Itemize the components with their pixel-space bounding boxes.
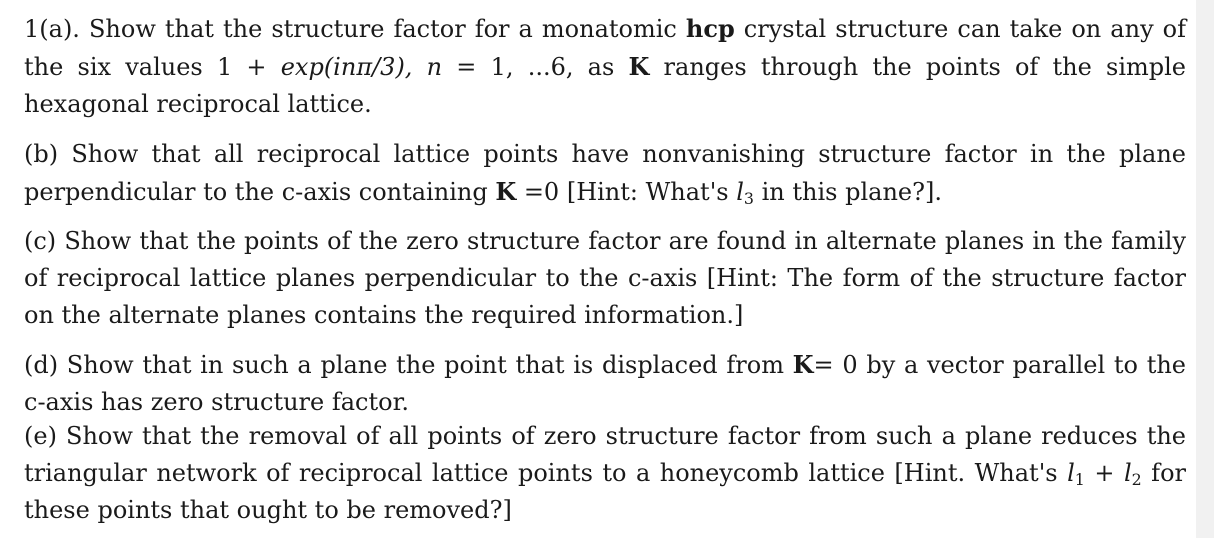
part-b-text-3: in this plane?].	[754, 178, 942, 206]
part-b-bold-k: K	[495, 177, 517, 206]
part-b-text-1: (b) Show that all reciprocal lattice points have nonvanishing structure factor in the plane perpendicular to the c-axis containing	[24, 140, 1186, 206]
part-a-math-exp: exp(inπ/3), n	[280, 53, 443, 81]
part-d-bold-k: K	[792, 350, 814, 379]
part-a-text-1: 1(a). Show that the structure factor for a monatomic	[24, 15, 686, 43]
part-e-math-l1: l	[1067, 459, 1075, 487]
part-b-text-2: =0 [Hint: What's	[516, 178, 737, 206]
part-a	[24, 10, 1186, 123]
part-a-text-4: ranges through the points of the simple hexagonal reciprocal lattice.	[24, 53, 1186, 118]
part-d-text-2: = 0 by a vector parallel to the c-axis has zero structure factor.	[24, 351, 1186, 416]
part-e-text-2: +	[1084, 459, 1124, 487]
part-c	[24, 223, 1186, 334]
part-b	[24, 136, 1186, 211]
part-a-text-2: crystal structure can take on any of the six values 1 +	[24, 15, 1186, 81]
scrollbar-track[interactable]	[1196, 0, 1214, 538]
part-e-text-1: (e) Show that the removal of all points of zero structure factor from such a plane reduces the triangular network of reciprocal lattice points to a honeycomb lattice [Hint. What's	[24, 422, 1186, 487]
part-b-subscript-3: 3	[743, 188, 754, 208]
part-e-subscript-2: 2	[1131, 469, 1142, 489]
part-a-bold-k: K	[628, 52, 650, 81]
part-d	[24, 346, 1186, 421]
part-a-bold-hcp: hcp	[685, 14, 735, 43]
part-e-subscript-1: 1	[1074, 469, 1085, 489]
part-e	[24, 418, 1186, 529]
part-c-text-1: (c) Show that the points of the zero structure factor are found in alternate planes in the family of reciprocal lattice planes perpendicular to the c-axis [Hint: The form of the structure factor on the alternate planes contains the required information.]	[24, 227, 1186, 329]
part-a-text-3: = 1, ...6, as	[442, 53, 629, 81]
part-e-text-3: for these points that ought to be removed?]	[24, 459, 1186, 524]
problem-text	[24, 10, 1186, 529]
part-d-text-1: (d) Show that in such a plane the point that is displaced from	[24, 351, 793, 379]
part-e-math-l2: l	[1123, 459, 1132, 487]
part-b-math-l: l	[736, 178, 744, 206]
